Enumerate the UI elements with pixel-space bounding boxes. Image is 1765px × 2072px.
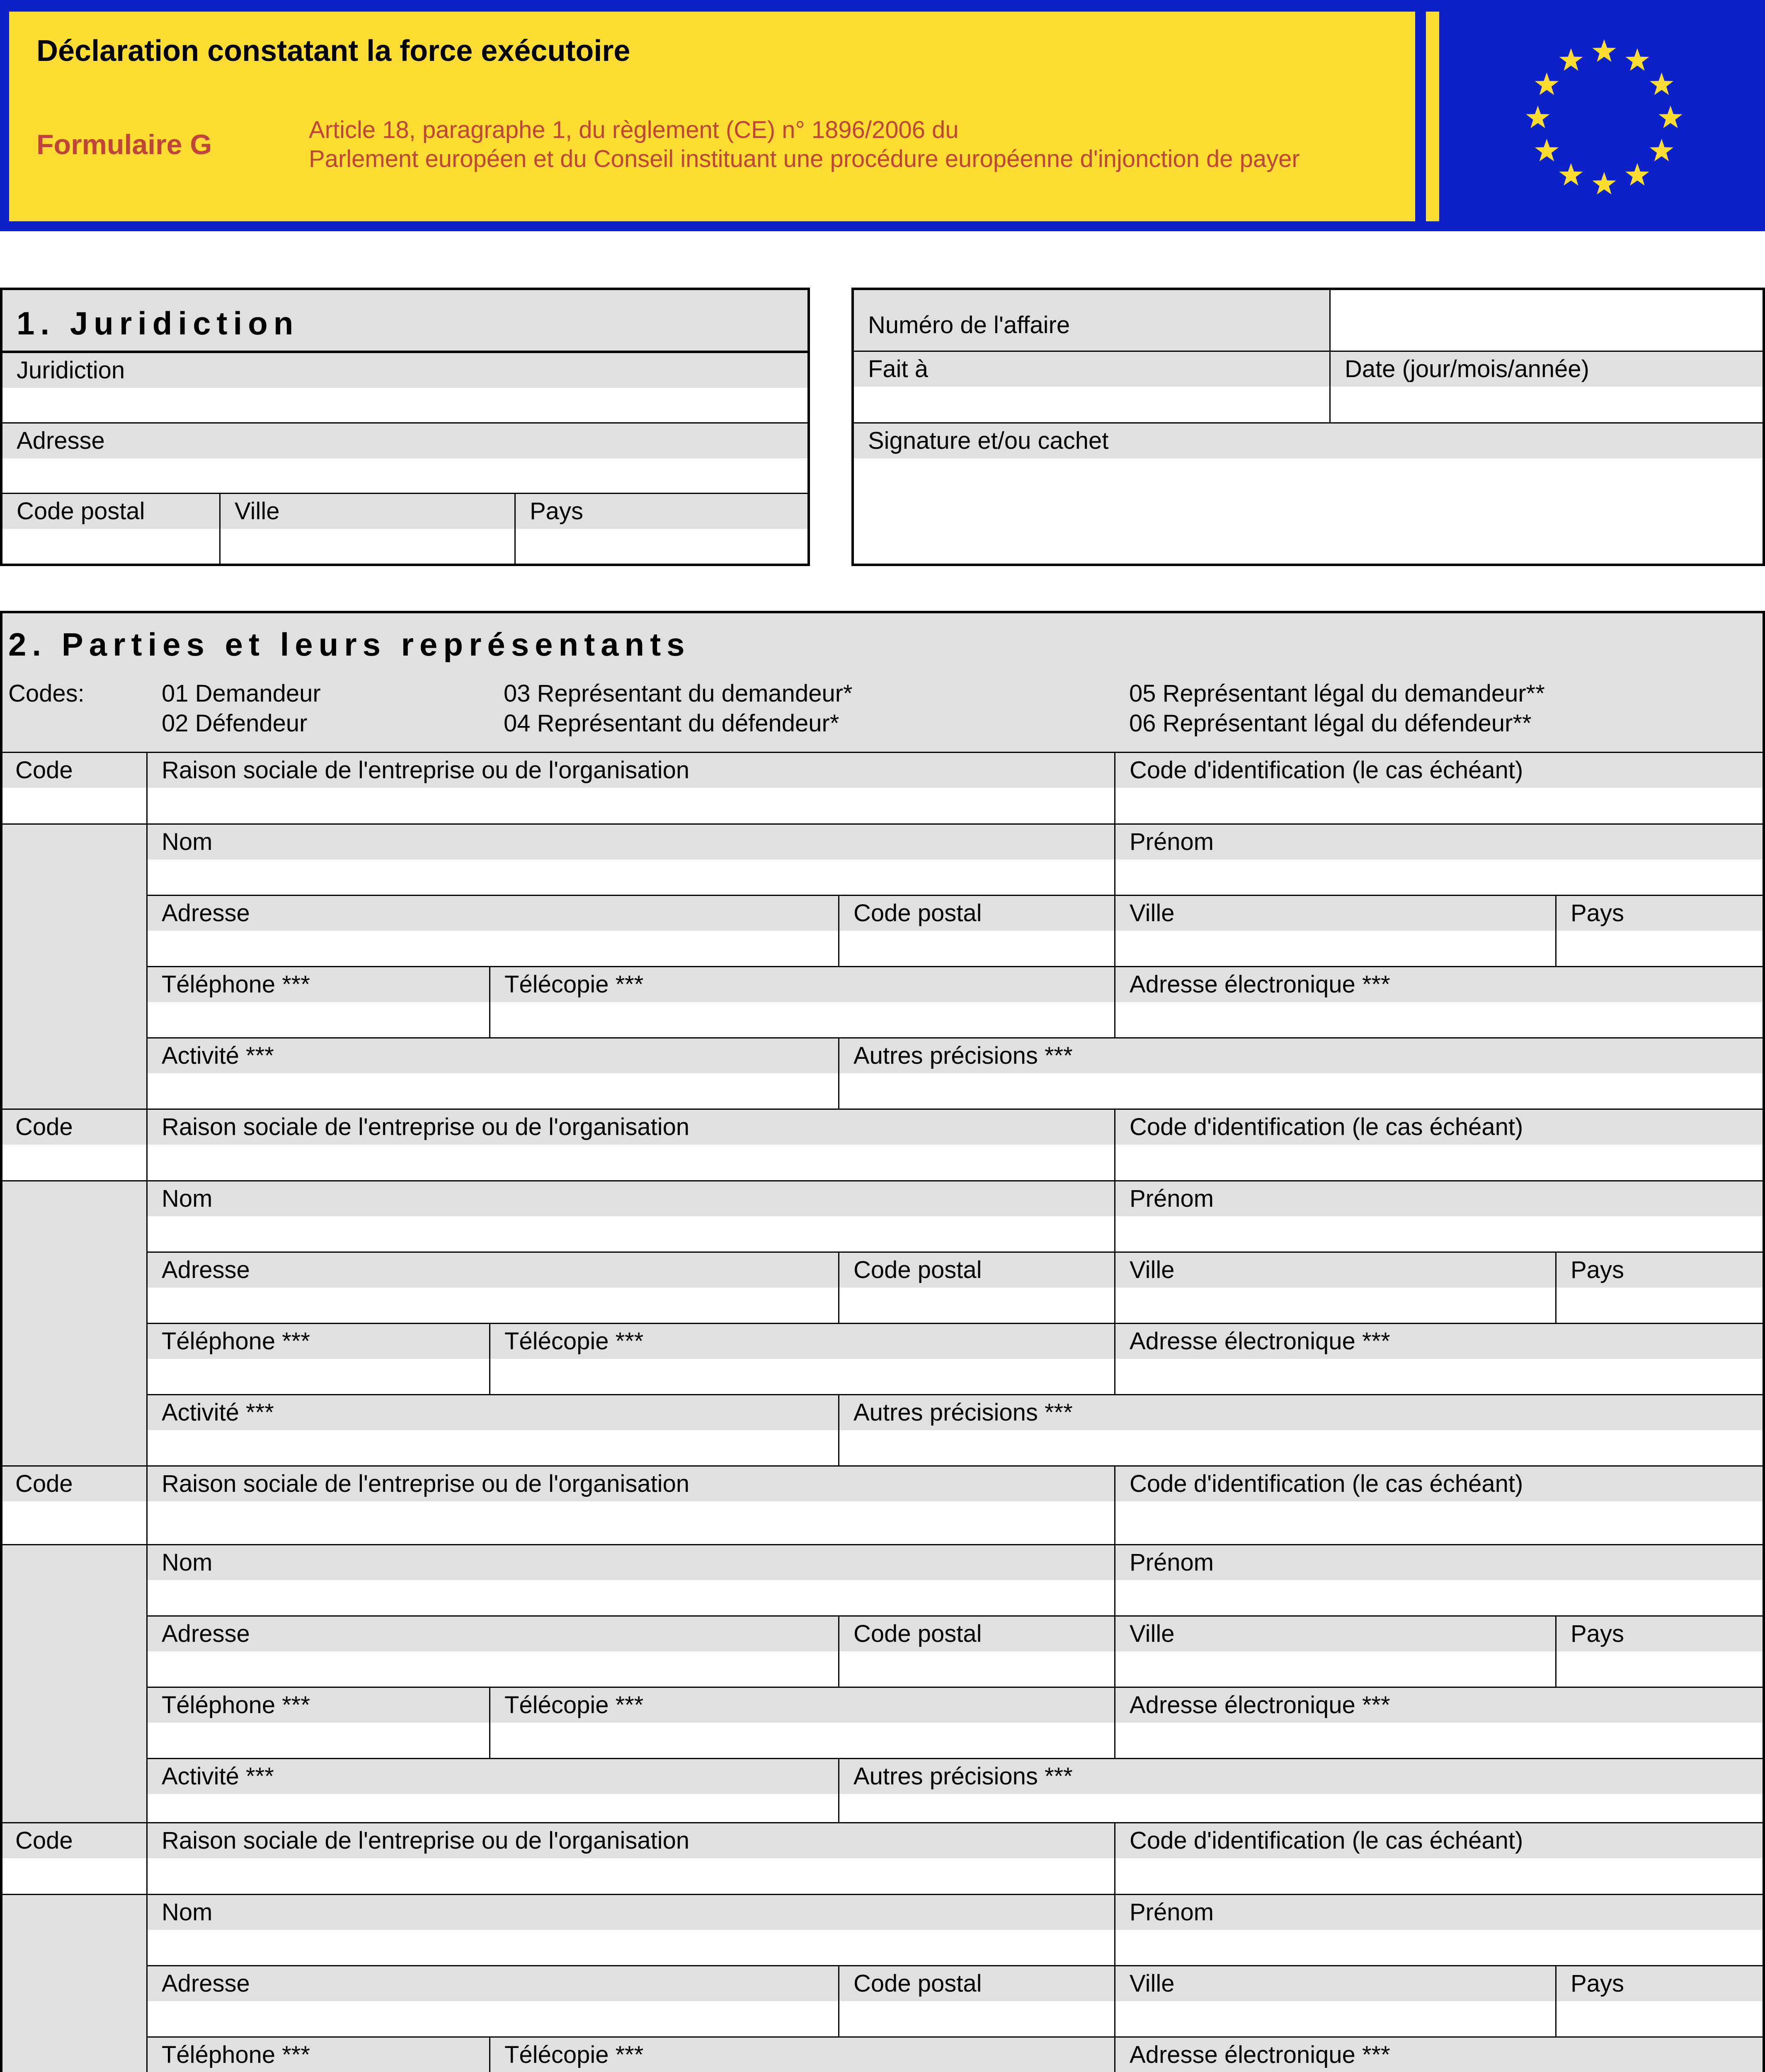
party-3-pays-field[interactable]: [1555, 1615, 1765, 1688]
pays-field[interactable]: [514, 493, 810, 566]
party-3-code-postal-field-label: Code postal: [839, 1617, 1114, 1651]
form-title: Déclaration constatant la force exécutoire: [36, 34, 630, 68]
party-1-prenom-field-label: Prénom: [1115, 825, 1764, 859]
party-1-code-postal-field[interactable]: [838, 895, 1115, 967]
party-2-prenom-field-label: Prénom: [1115, 1181, 1764, 1216]
party-3-pays-field-label: Pays: [1556, 1617, 1764, 1651]
party-3-autres-precisions-field-label: Autres précisions ***: [839, 1759, 1764, 1794]
party-1-nom-field[interactable]: [146, 823, 1115, 896]
party-2-raison-sociale-field-label: Raison sociale de l'entreprise ou de l'organisation: [148, 1110, 1114, 1145]
party-3-prenom-field[interactable]: [1114, 1544, 1765, 1617]
party-4-raison-sociale-field-label: Raison sociale de l'entreprise ou de l'organisation: [148, 1823, 1114, 1858]
juridiction-label: Juridiction: [2, 353, 807, 388]
party-3-code-field-label: Code: [1, 1467, 146, 1501]
pays-label: Pays: [516, 494, 807, 529]
party-1-email-field-label: Adresse électronique ***: [1115, 967, 1764, 1002]
party-4-email-field-label: Adresse électronique ***: [1115, 2038, 1764, 2072]
eu-star-icon: [1593, 39, 1616, 62]
party-3-email-field[interactable]: [1114, 1687, 1765, 1759]
party-1-nom-field-label: Nom: [148, 825, 1114, 859]
party-3-nom-field-label: Nom: [148, 1545, 1114, 1580]
eu-star-icon: [1593, 172, 1616, 194]
party-2-adresse-field-label: Adresse: [148, 1253, 838, 1288]
party-2-nom-field-label: Nom: [148, 1181, 1114, 1216]
party-4-prenom-field-label: Prénom: [1115, 1895, 1764, 1930]
numero-affaire-label: Numéro de l'affaire: [854, 290, 1329, 351]
party-1-activite-field-label: Activité ***: [148, 1038, 838, 1073]
party-2-telecopie-field-label: Télécopie ***: [490, 1324, 1114, 1359]
article-reference-line1: Article 18, paragraphe 1, du règlement (CE) n° 1896/2006 du: [309, 116, 959, 143]
party-3-raison-sociale-field[interactable]: [146, 1465, 1115, 1545]
date-label: Date (jour/mois/année): [1331, 352, 1763, 387]
code-03: 03 Représentant du demandeur*: [504, 680, 853, 707]
party-3-ville-field-label: Ville: [1115, 1617, 1555, 1651]
party-2-adresse-field[interactable]: [146, 1251, 839, 1324]
eu-star-icon: [1659, 106, 1683, 128]
party-4-code-field-label: Code: [1, 1823, 146, 1858]
party-4-prenom-field[interactable]: [1114, 1894, 1765, 1966]
party-1-telephone-field[interactable]: [146, 966, 490, 1038]
party-3-code-postal-field[interactable]: [838, 1615, 1115, 1688]
party-4-ville-field-label: Ville: [1115, 1966, 1555, 2001]
party-4-code-identification-field-label: Code d'identification (le cas échéant): [1115, 1823, 1764, 1858]
party-1-prenom-field[interactable]: [1114, 823, 1765, 896]
party-2-code-postal-field[interactable]: [838, 1251, 1115, 1324]
party-3-telephone-field[interactable]: [146, 1687, 490, 1759]
header-yellow-stripe: [1426, 12, 1439, 221]
party-4-code-postal-field[interactable]: [838, 1965, 1115, 2038]
party-3-telephone-field-label: Téléphone ***: [148, 1688, 489, 1723]
adresse-label: Adresse: [2, 424, 807, 458]
party-2-autres-precisions-field-label: Autres précisions ***: [839, 1395, 1764, 1430]
code-04: 04 Représentant du défendeur*: [504, 710, 839, 737]
party-4-code-identification-field[interactable]: [1114, 1822, 1765, 1895]
party-4-telephone-field-label: Téléphone ***: [148, 2038, 489, 2072]
party-2-telecopie-field[interactable]: [489, 1323, 1115, 1395]
party-1-telecopie-field[interactable]: [489, 966, 1115, 1038]
eu-star-icon: [1526, 106, 1550, 128]
party-2-telephone-field[interactable]: [146, 1323, 490, 1395]
party-2-prenom-field[interactable]: [1114, 1180, 1765, 1253]
code-05: 05 Représentant légal du demandeur**: [1129, 680, 1545, 707]
party-2-pays-field-label: Pays: [1556, 1253, 1764, 1288]
code-postal-field[interactable]: [0, 493, 221, 566]
numero-affaire-input[interactable]: [1329, 288, 1765, 352]
article-reference-line2: Parlement européen et du Conseil instituant une procédure européenne d'injonction de payer: [309, 145, 1300, 172]
eu-flag-stars-icon: [1509, 29, 1700, 207]
party-3-code-identification-field[interactable]: [1114, 1465, 1765, 1545]
code-06: 06 Représentant légal du défendeur**: [1129, 710, 1532, 737]
party-4-ville-field[interactable]: [1114, 1965, 1556, 2038]
party-1-adresse-field[interactable]: [146, 895, 839, 967]
party-3-telecopie-field[interactable]: [489, 1687, 1115, 1759]
form-name: Formulaire G: [36, 129, 212, 160]
party-4-code-postal-field-label: Code postal: [839, 1966, 1114, 2001]
party-2-email-field-label: Adresse électronique ***: [1115, 1324, 1764, 1359]
party-3-email-field-label: Adresse électronique ***: [1115, 1688, 1764, 1723]
party-3-activite-field-label: Activité ***: [148, 1759, 838, 1794]
party-1-code-postal-field-label: Code postal: [839, 896, 1114, 931]
date-field[interactable]: [1329, 351, 1765, 424]
party-3-adresse-field-label: Adresse: [148, 1617, 838, 1651]
party-3-adresse-field[interactable]: [146, 1615, 839, 1688]
party-3-ville-field[interactable]: [1114, 1615, 1556, 1688]
party-3-raison-sociale-field-label: Raison sociale de l'entreprise ou de l'organisation: [148, 1467, 1114, 1501]
party-1-pays-field-label: Pays: [1556, 896, 1764, 931]
eu-star-icon: [1650, 139, 1673, 161]
code-01: 01 Demandeur: [162, 680, 321, 707]
party-4-telecopie-field-label: Télécopie ***: [490, 2038, 1114, 2072]
party-2-code-identification-field-label: Code d'identification (le cas échéant): [1115, 1110, 1764, 1145]
party-4-nom-field-label: Nom: [148, 1895, 1114, 1930]
party-2-code-field-label: Code: [1, 1110, 146, 1145]
party-4-telephone-field[interactable]: [146, 2036, 490, 2072]
party-4-telecopie-field[interactable]: [489, 2036, 1115, 2072]
party-1-ville-field[interactable]: [1114, 895, 1556, 967]
party-3-telecopie-field-label: Télécopie ***: [490, 1688, 1114, 1723]
party-4-adresse-field[interactable]: [146, 1965, 839, 2038]
eu-star-icon: [1535, 73, 1559, 95]
signature-label: Signature et/ou cachet: [854, 424, 1763, 458]
numero-affaire-cell: [851, 288, 1331, 352]
party-2-code-field[interactable]: [0, 1109, 148, 1181]
eu-star-icon: [1650, 73, 1673, 95]
party-3-code-field[interactable]: [0, 1465, 148, 1545]
party-1-email-field[interactable]: [1114, 966, 1765, 1038]
party-4-code-field[interactable]: [0, 1822, 148, 1895]
section-parties-title: 2. Parties et leurs représentants: [8, 626, 691, 663]
party-4-email-field[interactable]: [1114, 2036, 1765, 2072]
eu-star-icon: [1559, 48, 1583, 70]
party-3-nom-field[interactable]: [146, 1544, 1115, 1617]
party-1-telecopie-field-label: Télécopie ***: [490, 967, 1114, 1002]
eu-star-icon: [1626, 48, 1649, 70]
party-1-ville-field-label: Ville: [1115, 896, 1555, 931]
codes-label: Codes:: [8, 680, 85, 707]
signature-field[interactable]: [851, 422, 1765, 566]
fait-a-label: Fait à: [854, 352, 1329, 387]
code-02: 02 Défendeur: [162, 710, 308, 737]
party-2-telephone-field-label: Téléphone ***: [148, 1324, 489, 1359]
fait-a-field[interactable]: [851, 351, 1331, 424]
party-4-nom-field[interactable]: [146, 1894, 1115, 1966]
party-3-code-identification-field-label: Code d'identification (le cas échéant): [1115, 1467, 1764, 1501]
party-1-code-identification-field[interactable]: [1114, 752, 1765, 825]
party-4-adresse-field-label: Adresse: [148, 1966, 838, 2001]
eu-star-icon: [1626, 163, 1649, 186]
party-1-code-field[interactable]: [0, 752, 148, 825]
party-1-pays-field[interactable]: [1555, 895, 1765, 967]
party-2-activite-field-label: Activité ***: [148, 1395, 838, 1430]
juridiction-field[interactable]: [0, 351, 810, 424]
code-postal-label: Code postal: [2, 494, 219, 529]
party-1-raison-sociale-field[interactable]: [146, 752, 1115, 825]
party-3-prenom-field-label: Prénom: [1115, 1545, 1764, 1580]
party-4-pays-field[interactable]: [1555, 1965, 1765, 2038]
party-1-telephone-field-label: Téléphone ***: [148, 967, 489, 1002]
party-2-ville-field-label: Ville: [1115, 1253, 1555, 1288]
party-1-adresse-field-label: Adresse: [148, 896, 838, 931]
ville-label: Ville: [221, 494, 514, 529]
ville-field[interactable]: [219, 493, 516, 566]
party-4-side-panel: [0, 1894, 148, 2072]
section-juridiction-title: 1. Juridiction: [17, 305, 299, 341]
party-1-code-identification-field-label: Code d'identification (le cas échéant): [1115, 753, 1764, 788]
party-1-raison-sociale-field-label: Raison sociale de l'entreprise ou de l'organisation: [148, 753, 1114, 788]
party-4-pays-field-label: Pays: [1556, 1966, 1764, 2001]
party-2-nom-field[interactable]: [146, 1180, 1115, 1253]
party-2-raison-sociale-field[interactable]: [146, 1109, 1115, 1181]
party-2-email-field[interactable]: [1114, 1323, 1765, 1395]
party-4-raison-sociale-field[interactable]: [146, 1822, 1115, 1895]
party-1-autres-precisions-field-label: Autres précisions ***: [839, 1038, 1764, 1073]
eu-star-icon: [1559, 163, 1583, 186]
adresse-field[interactable]: [0, 422, 810, 494]
party-2-pays-field[interactable]: [1555, 1251, 1765, 1324]
eu-star-icon: [1535, 139, 1559, 161]
party-2-code-postal-field-label: Code postal: [839, 1253, 1114, 1288]
party-2-code-identification-field[interactable]: [1114, 1109, 1765, 1181]
party-2-ville-field[interactable]: [1114, 1251, 1556, 1324]
party-1-code-field-label: Code: [1, 753, 146, 788]
